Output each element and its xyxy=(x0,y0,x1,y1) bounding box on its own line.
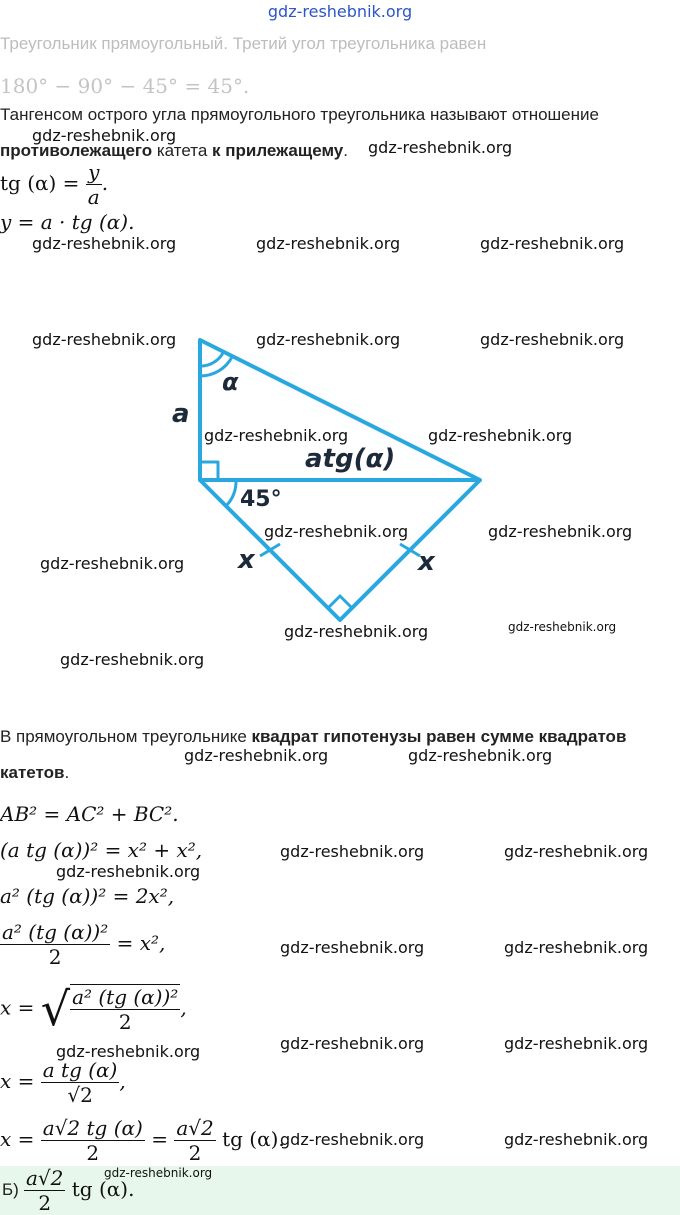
l6-tail: , xyxy=(119,1069,126,1093)
derivation-line-5 xyxy=(0,984,187,1034)
l5-denominator: 2 xyxy=(118,1010,132,1034)
l7-eq: = xyxy=(151,1127,168,1151)
watermark: gdz-reshebnik.org xyxy=(504,1130,649,1149)
watermark: gdz-reshebnik.org xyxy=(184,746,329,765)
label-45: 45° xyxy=(240,487,282,512)
watermark: gdz-reshebnik.org xyxy=(40,554,185,573)
watermark: gdz-reshebnik.org xyxy=(32,126,177,145)
l7-fraction-2 xyxy=(174,1116,215,1165)
label-x-left: x xyxy=(238,545,255,575)
watermark: gdz-reshebnik.org xyxy=(280,842,425,861)
tangent-bold-2: к прилежащему xyxy=(212,141,344,160)
l5-fraction xyxy=(70,984,180,1034)
tg-lhs: tg (α) = xyxy=(0,171,80,195)
watermark: gdz-reshebnik.org xyxy=(32,234,177,253)
derivation-line-3: a² (tg (α))² = 2x², xyxy=(0,884,175,908)
derivation-line-1: AB² = AC² + BC². xyxy=(0,802,179,826)
l7-denominator-2: 2 xyxy=(188,1141,202,1165)
alpha-arc-1 xyxy=(200,353,223,366)
answer-block xyxy=(0,1166,680,1215)
l5-numerator: a² (tg (α))² xyxy=(72,985,179,1009)
label-alpha: α xyxy=(222,368,239,396)
l6-denominator: √2 xyxy=(67,1083,93,1107)
l7-numerator-2: a√2 xyxy=(176,1116,214,1140)
l7-fraction-1 xyxy=(41,1116,145,1165)
watermark: gdz-reshebnik.org xyxy=(280,938,425,957)
watermark: gdz-reshebnik.org xyxy=(508,620,617,634)
watermark: gdz-reshebnik.org xyxy=(256,330,401,349)
answer-fraction xyxy=(24,1166,65,1215)
watermark: gdz-reshebnik.org xyxy=(480,330,625,349)
tg-numerator: y xyxy=(86,160,102,185)
tg-denominator: a xyxy=(87,185,100,209)
intro-line-1: Треугольник прямоугольный. Третий угол треугольника равен xyxy=(0,34,487,53)
label-x-right: x xyxy=(418,547,435,577)
pythagoras-line-2 xyxy=(0,760,69,786)
tangent-bold-1: противолежащего xyxy=(0,141,153,160)
watermark: gdz-reshebnik.org xyxy=(368,138,513,157)
pythagoras-part-2: . xyxy=(64,763,70,782)
watermark: gdz-reshebnik.org xyxy=(256,234,401,253)
l7-numerator-1: a√2 tg (α) xyxy=(42,1116,143,1140)
right-angle-mark-upper xyxy=(200,462,218,480)
answer-tail: tg (α). xyxy=(71,1177,135,1201)
watermark: gdz-reshebnik.org xyxy=(408,746,553,765)
label-atg: atg(α) xyxy=(305,444,396,474)
answer-numerator: a√2 xyxy=(26,1166,64,1190)
derivation-line-6 xyxy=(0,1058,126,1107)
l5-lhs: x = xyxy=(0,995,35,1020)
tangent-part-3: . xyxy=(343,141,348,160)
l5-tail: , xyxy=(180,995,187,1020)
watermark: gdz-reshebnik.org xyxy=(280,1130,425,1149)
watermark: gdz-reshebnik.org xyxy=(428,426,573,445)
watermark: gdz-reshebnik.org xyxy=(60,650,205,669)
y-equation: y = a · tg (α). xyxy=(0,210,135,234)
l4-fraction xyxy=(0,920,110,969)
l4-numerator: a² (tg (α))² xyxy=(2,920,109,944)
watermark: gdz-reshebnik.org xyxy=(488,522,633,541)
l7-denominator-1: 2 xyxy=(86,1141,100,1165)
l6-lhs: x = xyxy=(0,1069,35,1093)
pythagoras-bold-1: квадрат гипотенузы равен сумме квадратов xyxy=(251,727,627,746)
site-link[interactable]: gdz-reshebnik.org xyxy=(267,2,413,21)
l7-tail: tg (α). xyxy=(222,1127,285,1151)
tg-fraction xyxy=(86,160,102,209)
watermark: gdz-reshebnik.org xyxy=(504,1034,649,1053)
watermark: gdz-reshebnik.org xyxy=(32,330,177,349)
l4-denominator: 2 xyxy=(48,945,62,969)
pythagoras-bold-2: катетов xyxy=(0,763,65,782)
watermark: gdz-reshebnik.org xyxy=(480,234,625,253)
watermark: gdz-reshebnik.org xyxy=(204,426,349,445)
tangent-paragraph-line-1: Тангенсом острого угла прямоугольного треугольника называют отношение xyxy=(0,105,599,124)
triangle-diagram xyxy=(0,320,680,650)
label-a: a xyxy=(172,399,190,429)
watermark: gdz-reshebnik.org xyxy=(284,622,429,641)
answer-label: Б) xyxy=(2,1180,19,1199)
intro-line-2: 180° − 90° − 45° = 45°. xyxy=(0,74,250,98)
watermark: gdz-reshebnik.org xyxy=(56,862,201,881)
l6-numerator: a tg (α) xyxy=(42,1058,118,1082)
l4-rhs: = x², xyxy=(116,931,166,955)
derivation-line-4 xyxy=(0,920,165,969)
derivation-line-2: (a tg (α))² = x² + x², xyxy=(0,838,203,862)
l6-fraction xyxy=(41,1058,120,1107)
sqrt-sign: √ xyxy=(40,982,71,1036)
watermark: gdz-reshebnik.org xyxy=(104,1166,213,1180)
derivation-line-7 xyxy=(0,1116,285,1165)
angle-45-arc xyxy=(226,480,236,506)
watermark: gdz-reshebnik.org xyxy=(504,938,649,957)
watermark: gdz-reshebnik.org xyxy=(56,1042,201,1061)
answer-denominator: 2 xyxy=(38,1191,52,1215)
pythagoras-part-1: В прямоугольном треугольнике xyxy=(0,727,252,746)
watermark: gdz-reshebnik.org xyxy=(504,842,649,861)
right-angle-mark-lower xyxy=(328,596,352,608)
tangent-part-2: катета xyxy=(152,141,213,160)
l7-lhs: x = xyxy=(0,1127,35,1151)
tg-formula: tg (α) = $\frac{y}{a}$ . xyxy=(0,160,109,209)
watermark: gdz-reshebnik.org xyxy=(264,522,409,541)
watermark: gdz-reshebnik.org xyxy=(280,1034,425,1053)
